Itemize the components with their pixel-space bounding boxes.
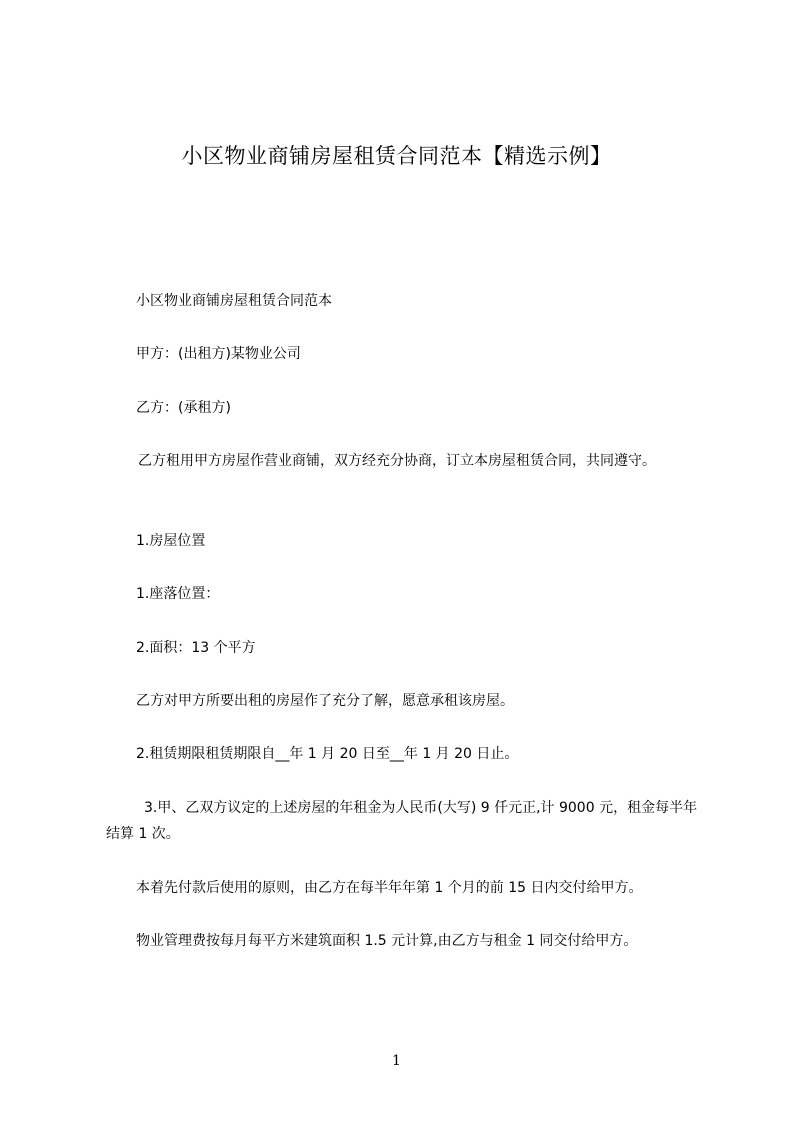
page-number: 1 (392, 1053, 401, 1069)
paragraph-lease-term: 2.租赁期限租赁期限自__年 1 月 20 日至__年 1 月 20 日止。 (136, 746, 519, 762)
document-title: 小区物业商铺房屋租赁合同范本【精选示例】 (181, 144, 612, 168)
paragraph-subtitle: 小区物业商铺房屋租赁合同范本 (136, 293, 332, 309)
paragraph-party-a: 甲方：(出租方)某物业公司 (136, 346, 301, 362)
paragraph-section-1: 1.房屋位置 (136, 533, 206, 549)
paragraph-location: 1.座落位置： (136, 586, 220, 602)
paragraph-acknowledgement: 乙方对甲方所要出租的房屋作了充分了解，愿意承租该房屋。 (136, 693, 514, 709)
paragraph-payment: 本着先付款后使用的原则，由乙方在每半年年第 1 个月的前 15 日内交付给甲方。 (136, 880, 643, 896)
paragraph-rent: 3.甲、乙双方议定的上述房屋的年租金为人民币(大写) 9 仟元正,计 9000 元，租金每半年结算 1 次。 (106, 800, 698, 842)
paragraph-area: 2.面积：13 个平方 (136, 640, 256, 656)
paragraph-management-fee: 物业管理费按每月每平方米建筑面积 1.5 元计算,由乙方与租金 1 同交付给甲方。 (136, 933, 638, 949)
paragraph-preamble: 乙方租用甲方房屋作营业商铺，双方经充分协商，订立本房屋租赁合同，共同遵守。 (138, 453, 656, 469)
paragraph-party-b: 乙方：(承租方) (136, 400, 231, 416)
